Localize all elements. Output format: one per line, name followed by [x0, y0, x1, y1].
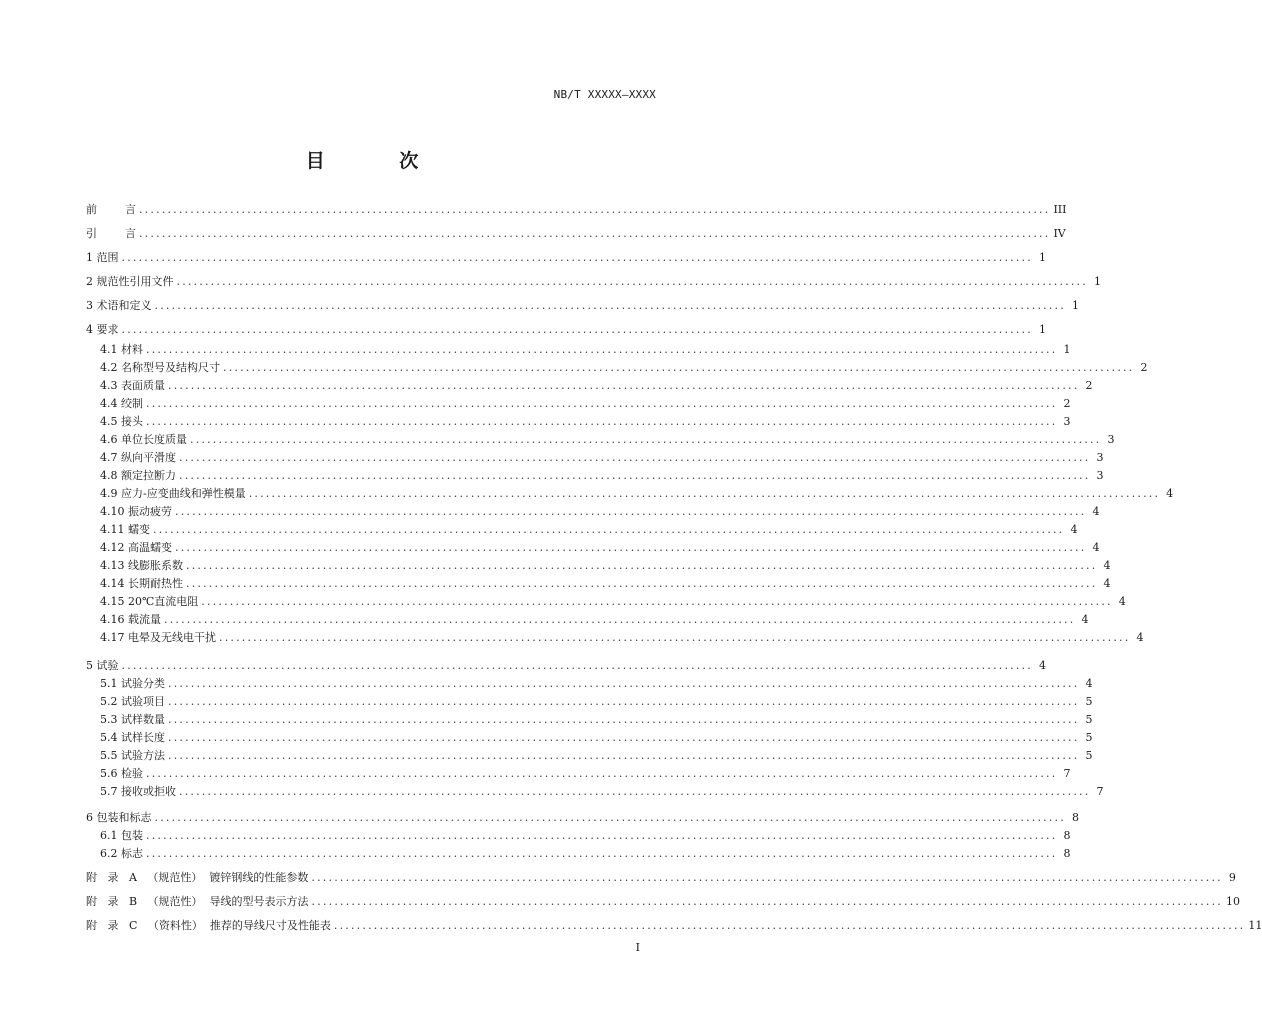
toc-entry[interactable]	[100, 847, 1071, 861]
toc-leader-dots: ................................................................................................................................................................	[248, 487, 1161, 500]
toc-entry[interactable]	[86, 227, 1066, 241]
toc-leader-dots: ................................................................................................................................................................	[146, 343, 1058, 356]
toc-entry-page: 7	[1063, 767, 1071, 780]
toc-entry-label: 4.13 线膨胀系数	[100, 559, 183, 572]
toc-entry[interactable]	[100, 731, 1093, 745]
toc-leader-dots: ................................................................................................................................................................	[121, 251, 1033, 264]
toc-leader-dots: ................................................................................................................................................................	[179, 785, 1091, 798]
toc-entry-label: 引 言	[86, 227, 136, 240]
toc-entry-label: 4.6 单位长度质量	[100, 433, 187, 446]
toc-entry-page: 2	[1140, 361, 1148, 374]
toc-entry[interactable]	[100, 595, 1126, 609]
toc-entry[interactable]	[86, 895, 1240, 909]
toc-leader-dots: ................................................................................................................................................................	[146, 847, 1058, 860]
toc-entry-page: 2	[1085, 379, 1093, 392]
toc-entry-label: 4.8 额定拉断力	[100, 469, 176, 482]
toc-entry[interactable]	[100, 559, 1111, 573]
toc-entry[interactable]	[86, 919, 1262, 933]
toc-leader-dots: ................................................................................................................................................................	[138, 203, 1051, 216]
toc-leader-dots: ................................................................................................................................................................	[219, 631, 1131, 644]
toc-leader-dots: ................................................................................................................................................................	[223, 361, 1135, 374]
toc-entry-label: 4.5 接头	[100, 415, 143, 428]
toc-entry[interactable]	[100, 785, 1104, 799]
toc-entry[interactable]	[86, 203, 1067, 217]
toc-entry[interactable]	[86, 275, 1101, 289]
toc-leader-dots: ................................................................................................................................................................	[179, 451, 1091, 464]
toc-entry-page: 3	[1096, 451, 1104, 464]
toc-leader-dots: ................................................................................................................................................................	[146, 397, 1058, 410]
toc-leader-dots: ................................................................................................................................................................	[186, 577, 1098, 590]
toc-entry[interactable]	[100, 829, 1071, 843]
toc-entry-label: 5.5 试验方法	[100, 749, 165, 762]
toc-entry[interactable]	[100, 379, 1093, 393]
toc-leader-dots: ................................................................................................................................................................	[168, 731, 1080, 744]
toc-entry-label: 4.4 绞制	[100, 397, 143, 410]
toc-entry-page: 8	[1063, 829, 1071, 842]
toc-entry[interactable]	[100, 613, 1089, 627]
toc-entry-label: 4.12 高温蠕变	[100, 541, 172, 554]
toc-leader-dots: ................................................................................................................................................................	[176, 275, 1088, 288]
toc-entry-label: 5.3 试样数量	[100, 713, 165, 726]
toc-leader-dots: ................................................................................................................................................................	[168, 695, 1080, 708]
toc-entry[interactable]	[100, 749, 1093, 763]
toc-entry-page: 9	[1228, 871, 1236, 884]
toc-leader-dots: ................................................................................................................................................................	[175, 541, 1087, 554]
page-title: 目 次	[305, 150, 453, 172]
toc-entry-page: 3	[1107, 433, 1115, 446]
toc-entry[interactable]	[86, 659, 1046, 673]
toc-leader-dots: ................................................................................................................................................................	[146, 415, 1058, 428]
toc-entry-page: 1	[1038, 251, 1046, 264]
toc-leader-dots: ................................................................................................................................................................	[154, 299, 1066, 312]
toc-entry[interactable]	[100, 677, 1093, 691]
toc-entry-page: 4	[1103, 559, 1111, 572]
toc-entry-page: 10	[1226, 895, 1240, 908]
toc-entry-page: 4	[1085, 677, 1093, 690]
toc-leader-dots: ................................................................................................................................................................	[146, 829, 1058, 842]
toc-entry-page: 1	[1038, 323, 1046, 336]
toc-entry-label: 4.3 表面质量	[100, 379, 165, 392]
toc-entry-label: 6.2 标志	[100, 847, 143, 860]
toc-entry[interactable]	[100, 767, 1071, 781]
toc-entry-label: 4.7 纵向平滑度	[100, 451, 176, 464]
toc-leader-dots: ................................................................................................................................................................	[153, 523, 1065, 536]
toc-leader-dots: ................................................................................................................................................................	[186, 559, 1098, 572]
toc-entry[interactable]	[100, 713, 1093, 727]
toc-entry[interactable]	[86, 299, 1079, 313]
toc-entry-page: 4	[1166, 487, 1174, 500]
toc-entry-label: 4.17 电晕及无线电干扰	[100, 631, 216, 644]
toc-entry-page: 8	[1071, 811, 1079, 824]
toc-leader-dots: ................................................................................................................................................................	[175, 505, 1087, 518]
toc-entry-page: 4	[1103, 577, 1111, 590]
toc-entry-label: 附 录 B （规范性） 导线的型号表示方法	[86, 895, 309, 908]
toc-entry-label: 4.2 名称型号及结构尺寸	[100, 361, 220, 374]
toc-entry-label: 1 范围	[86, 251, 119, 264]
toc-entry-page: 1	[1093, 275, 1101, 288]
toc-entry-page: 11	[1248, 919, 1262, 932]
toc-leader-dots: ................................................................................................................................................................	[168, 749, 1080, 762]
toc-leader-dots: ................................................................................................................................................................	[146, 767, 1058, 780]
toc-leader-dots: ................................................................................................................................................................	[168, 379, 1080, 392]
toc-leader-dots: ................................................................................................................................................................	[164, 613, 1076, 626]
toc-entry[interactable]	[100, 541, 1100, 555]
toc-leader-dots: ................................................................................................................................................................	[311, 895, 1223, 908]
toc-entry-page: 4	[1136, 631, 1144, 644]
toc-leader-dots: ................................................................................................................................................................	[154, 811, 1066, 824]
toc-leader-dots: ................................................................................................................................................................	[179, 469, 1091, 482]
toc-entry-label: 3 术语和定义	[86, 299, 152, 312]
toc-entry-page: 5	[1085, 713, 1093, 726]
toc-entry-label: 5.6 检验	[100, 767, 143, 780]
toc-entry-label: 4.10 振动疲劳	[100, 505, 172, 518]
toc-entry[interactable]	[86, 251, 1046, 265]
toc-entry-page: 7	[1096, 785, 1104, 798]
toc-leader-dots: ................................................................................................................................................................	[311, 871, 1223, 884]
toc-entry[interactable]	[100, 415, 1071, 429]
toc-entry-page: 5	[1085, 749, 1093, 762]
toc-entry-page: 4	[1092, 505, 1100, 518]
toc-entry[interactable]	[100, 523, 1078, 537]
toc-entry-label: 4.14 长期耐热性	[100, 577, 183, 590]
toc-leader-dots: ................................................................................................................................................................	[168, 713, 1080, 726]
toc-entry-page: 4	[1118, 595, 1126, 608]
toc-entry-label: 2 规范性引用文件	[86, 275, 174, 288]
toc-entry-label: 附 录 C （资料性） 推荐的导线尺寸及性能表	[86, 919, 331, 932]
toc-entry-page: 4	[1081, 613, 1089, 626]
toc-leader-dots: ................................................................................................................................................................	[201, 595, 1113, 608]
toc-entry[interactable]	[100, 469, 1104, 483]
toc-entry-page: 3	[1063, 415, 1071, 428]
toc-entry[interactable]	[100, 451, 1104, 465]
toc-entry-label: 附 录 A （规范性） 镀锌钢线的性能参数	[86, 871, 309, 884]
toc-entry-label: 6.1 包装	[100, 829, 143, 842]
toc-entry[interactable]	[100, 361, 1148, 375]
toc-leader-dots: ................................................................................................................................................................	[138, 227, 1051, 240]
toc-entry-label: 前 言	[86, 203, 136, 216]
toc-entry-label: 4.1 材料	[100, 343, 143, 356]
toc-entry-page: 5	[1085, 731, 1093, 744]
toc-leader-dots: ................................................................................................................................................................	[121, 659, 1033, 672]
toc-leader-dots: ................................................................................................................................................................	[333, 919, 1246, 932]
toc-entry-label: 5.2 试验项目	[100, 695, 165, 708]
toc-entry-label: 5.4 试样长度	[100, 731, 165, 744]
toc-entry[interactable]	[100, 433, 1115, 447]
toc-entry[interactable]	[100, 505, 1100, 519]
page-number: I	[635, 941, 640, 954]
toc-entry-page: 3	[1096, 469, 1104, 482]
toc-entry-page: 5	[1085, 695, 1093, 708]
toc-entry-label: 5.7 接收或拒收	[100, 785, 176, 798]
toc-entry-label: 4.16 载流量	[100, 613, 161, 626]
toc-entry[interactable]	[86, 871, 1236, 885]
toc-entry-label: 4.15 20℃直流电阻	[100, 595, 199, 608]
toc-entry[interactable]	[100, 343, 1071, 357]
toc-entry-label: 4.9 应力-应变曲线和弹性模量	[100, 487, 246, 500]
toc-entry-page: 1	[1071, 299, 1079, 312]
toc-entry-page: III	[1053, 203, 1067, 216]
toc-entry[interactable]	[100, 631, 1144, 645]
toc-entry-label: 6 包装和标志	[86, 811, 152, 824]
toc-entry-label: 4 要求	[86, 323, 119, 336]
toc-entry[interactable]	[86, 811, 1079, 825]
toc-entry-page: 1	[1063, 343, 1071, 356]
toc-entry-page: 2	[1063, 397, 1071, 410]
toc-entry-page: 4	[1070, 523, 1078, 536]
standard-code: NB/T XXXXX—XXXX	[553, 88, 656, 101]
toc-leader-dots: ................................................................................................................................................................	[121, 323, 1033, 336]
toc-entry[interactable]	[100, 577, 1111, 591]
toc-entry-label: 5.1 试验分类	[100, 677, 165, 690]
toc-entry-label: 4.11 蠕变	[100, 523, 150, 536]
toc-entry[interactable]	[86, 323, 1046, 337]
toc-entry[interactable]	[100, 397, 1071, 411]
toc-entry[interactable]	[100, 695, 1093, 709]
toc-entry-page: 4	[1092, 541, 1100, 554]
toc-entry-page: IV	[1053, 227, 1066, 240]
toc-entry-page: 4	[1038, 659, 1046, 672]
toc-entry-label: 5 试验	[86, 659, 119, 672]
toc-leader-dots: ................................................................................................................................................................	[168, 677, 1080, 690]
toc-entry-page: 8	[1063, 847, 1071, 860]
toc-entry[interactable]	[100, 487, 1174, 501]
toc-leader-dots: ................................................................................................................................................................	[190, 433, 1102, 446]
